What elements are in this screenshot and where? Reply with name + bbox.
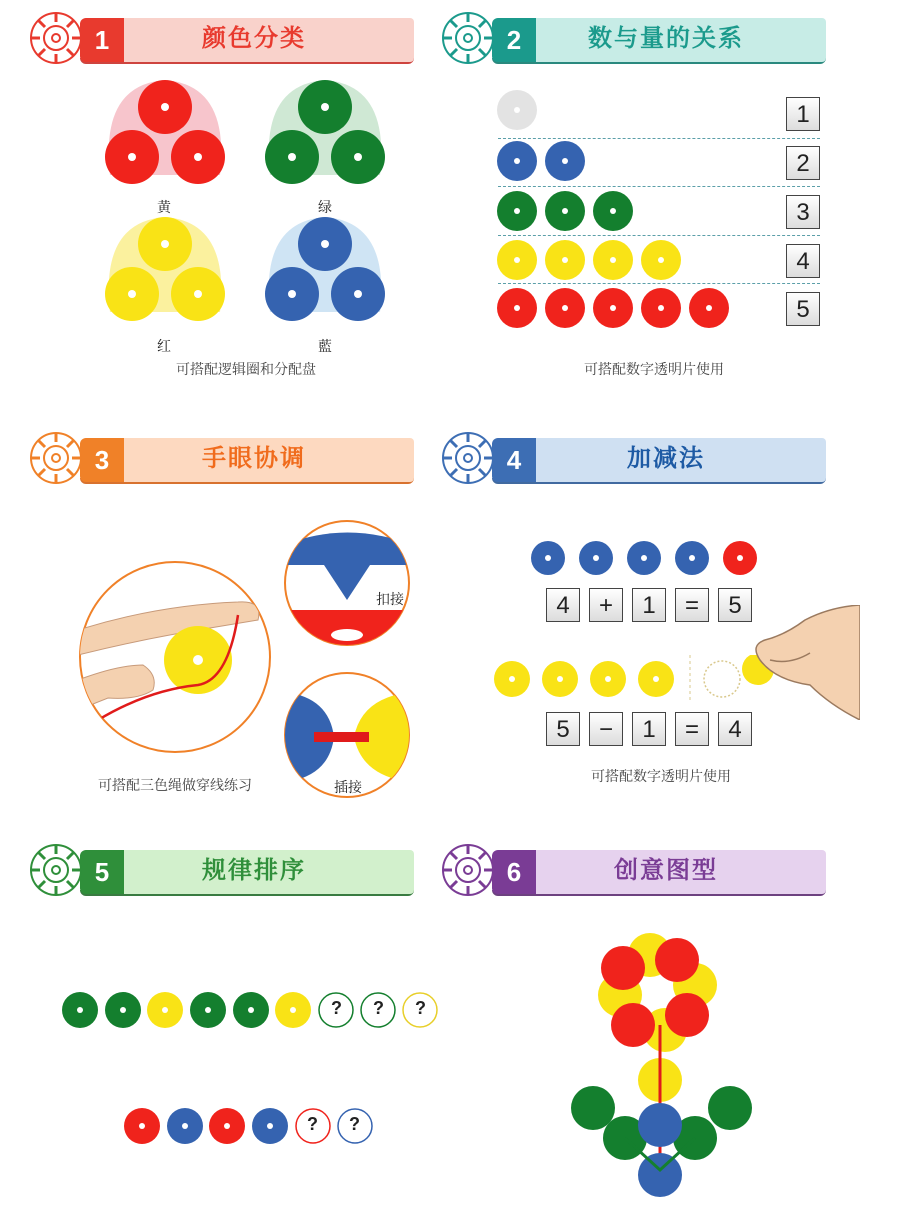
equation-tile: 4 (546, 588, 580, 622)
equation-tile: 1 (632, 588, 666, 622)
question-mark: ? (373, 998, 384, 1018)
count-tile: 5 (786, 292, 820, 326)
hand-icon (750, 605, 860, 720)
equation-tile: = (675, 712, 709, 746)
color-group-blue (260, 212, 390, 332)
count-discs (495, 88, 745, 338)
panel-number: 1 (80, 18, 124, 62)
panel-caption: 可搭配数字透明片使用 (591, 769, 731, 785)
pattern-row-1 (60, 990, 450, 1030)
question-mark: ? (307, 1114, 318, 1134)
panel-title: 数与量的关系 (588, 24, 744, 52)
label-yellow: 黄 (157, 200, 171, 216)
gear-icon (438, 840, 498, 900)
equation-tile: 1 (632, 712, 666, 746)
panel-number: 5 (80, 850, 124, 894)
label-blue: 藍 (318, 339, 332, 355)
label-buckle: 扣接 (376, 592, 404, 608)
panel-number: 4 (492, 438, 536, 482)
subtraction-discs (490, 655, 790, 703)
color-group-yellow (100, 212, 230, 332)
gear-icon (26, 8, 86, 68)
equation-tile: = (675, 588, 709, 622)
panel-number: 2 (492, 18, 536, 62)
panel-title: 颜色分类 (202, 24, 306, 52)
label-green: 绿 (318, 200, 332, 216)
count-tile: 3 (786, 195, 820, 229)
gear-icon (438, 8, 498, 68)
question-mark: ? (349, 1114, 360, 1134)
gear-icon (26, 840, 86, 900)
equation-tile: 4 (718, 712, 752, 746)
color-group-green (260, 75, 390, 195)
threading-illustration (78, 560, 278, 760)
panel-title: 创意图型 (614, 856, 718, 884)
panel-color-sorting (0, 0, 450, 400)
label-red: 红 (157, 339, 171, 355)
pattern-row-2 (122, 1106, 382, 1146)
question-mark: ? (331, 998, 342, 1018)
panel-title: 规律排序 (202, 856, 306, 884)
flower-icon (565, 930, 765, 1200)
count-tile: 1 (786, 97, 820, 131)
panel-caption: 可搭配数字透明片使用 (584, 362, 724, 378)
panel-caption: 可搭配三色绳做穿线练习 (98, 778, 252, 794)
count-tile: 4 (786, 244, 820, 278)
gear-icon (26, 428, 86, 488)
label-insert: 插接 (334, 780, 362, 796)
equation-tile: − (589, 712, 623, 746)
addition-discs (528, 540, 768, 580)
equation-tile: + (589, 588, 623, 622)
panel-title: 加减法 (627, 444, 705, 472)
equation-tile: 5 (718, 588, 752, 622)
panel-title: 手眼协调 (202, 444, 306, 472)
count-tile: 2 (786, 146, 820, 180)
color-group-red (100, 75, 230, 195)
panel-caption: 可搭配逻辑圈和分配盘 (176, 362, 316, 378)
panel-number: 6 (492, 850, 536, 894)
question-mark: ? (415, 998, 426, 1018)
equation-tile: 5 (546, 712, 580, 746)
gear-icon (438, 428, 498, 488)
panel-number: 3 (80, 438, 124, 482)
buckle-illustration (284, 520, 412, 648)
